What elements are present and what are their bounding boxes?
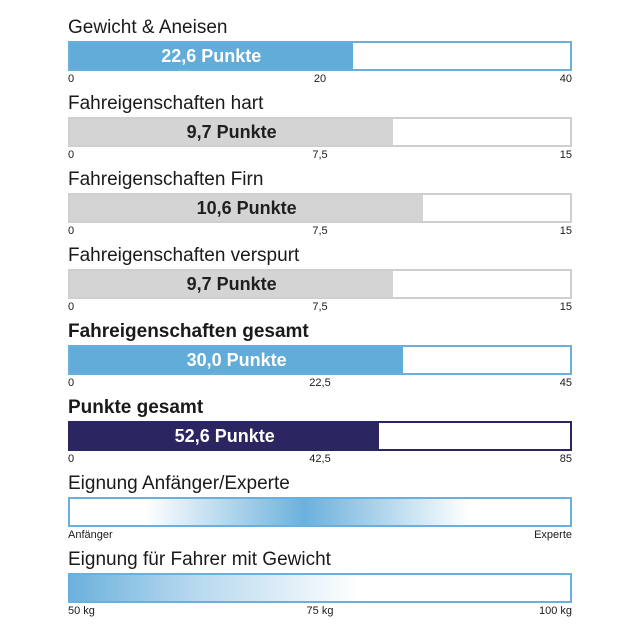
gradient-title: Eignung Anfänger/Experte xyxy=(68,473,290,494)
bar-value-label: 9,7 Punkte xyxy=(186,273,277,294)
bar-title: Fahreigenschaften gesamt xyxy=(68,321,309,342)
bar-value-label: 22,6 Punkte xyxy=(161,45,262,66)
bar-track xyxy=(68,193,572,223)
gradient-bar xyxy=(68,573,572,603)
tick-label: 7,5 xyxy=(312,301,328,313)
axis-ticks xyxy=(68,225,572,239)
tick-label: 22,5 xyxy=(309,377,331,389)
bar-track xyxy=(68,345,572,375)
tick-label: 100 kg xyxy=(538,605,572,617)
tick-label: 75 kg xyxy=(306,605,334,617)
bar-value-label: 10,6 Punkte xyxy=(196,197,297,218)
axis-ticks xyxy=(68,529,572,543)
axis-ticks xyxy=(68,377,572,391)
tick-label: 0 xyxy=(68,377,75,389)
tick-label: 7,5 xyxy=(312,225,328,237)
axis-ticks xyxy=(68,301,572,315)
tick-label: 0 xyxy=(68,225,75,237)
tick-label: 45 xyxy=(559,377,572,389)
tick-label: 42,5 xyxy=(309,453,331,465)
gradient-row-eignung xyxy=(68,473,572,541)
bar-row-gewicht xyxy=(68,17,572,85)
tick-label: 50 kg xyxy=(68,605,95,617)
bar-value-label: 9,7 Punkte xyxy=(186,121,277,142)
tick-label: 15 xyxy=(559,301,572,313)
axis-ticks xyxy=(68,605,572,619)
bar-track xyxy=(68,117,572,147)
bar-row-hart xyxy=(68,93,572,161)
tick-label: Experte xyxy=(534,529,572,541)
tick-label: 20 xyxy=(313,73,327,85)
bar-value-label: 52,6 Punkte xyxy=(174,425,275,446)
tick-label: 15 xyxy=(559,149,572,161)
tick-label: 0 xyxy=(68,73,75,85)
bar-title: Gewicht & Aneisen xyxy=(68,17,228,38)
bar-title: Punkte gesamt xyxy=(68,397,204,418)
axis-ticks xyxy=(68,73,572,87)
bar-title: Fahreigenschaften hart xyxy=(68,93,264,114)
tick-label: 40 xyxy=(559,73,572,85)
bar-row-firn xyxy=(68,169,572,237)
bar-track xyxy=(68,269,572,299)
tick-label: 7,5 xyxy=(312,149,328,161)
gradient-bar xyxy=(68,497,572,527)
axis-ticks xyxy=(68,453,572,467)
bar-row-fahreigenschaften-gesamt xyxy=(68,321,572,389)
bar-title: Fahreigenschaften verspurt xyxy=(68,245,300,266)
tick-label: 85 xyxy=(559,453,572,465)
gradient-title: Eignung für Fahrer mit Gewicht xyxy=(68,549,331,570)
bar-row-verspurt xyxy=(68,245,572,313)
tick-label: 0 xyxy=(68,453,75,465)
axis-ticks xyxy=(68,149,572,163)
bar-row-punkte-gesamt xyxy=(68,397,572,465)
tick-label: 0 xyxy=(68,301,75,313)
gradient-row-gewicht-fahrer xyxy=(68,549,572,617)
bar-title: Fahreigenschaften Firn xyxy=(68,169,264,190)
bar-track xyxy=(68,41,572,71)
tick-label: 15 xyxy=(559,225,572,237)
bar-track xyxy=(68,421,572,451)
bar-value-label: 30,0 Punkte xyxy=(186,349,287,370)
tick-label: Anfänger xyxy=(68,529,113,541)
tick-label: 0 xyxy=(68,149,75,161)
